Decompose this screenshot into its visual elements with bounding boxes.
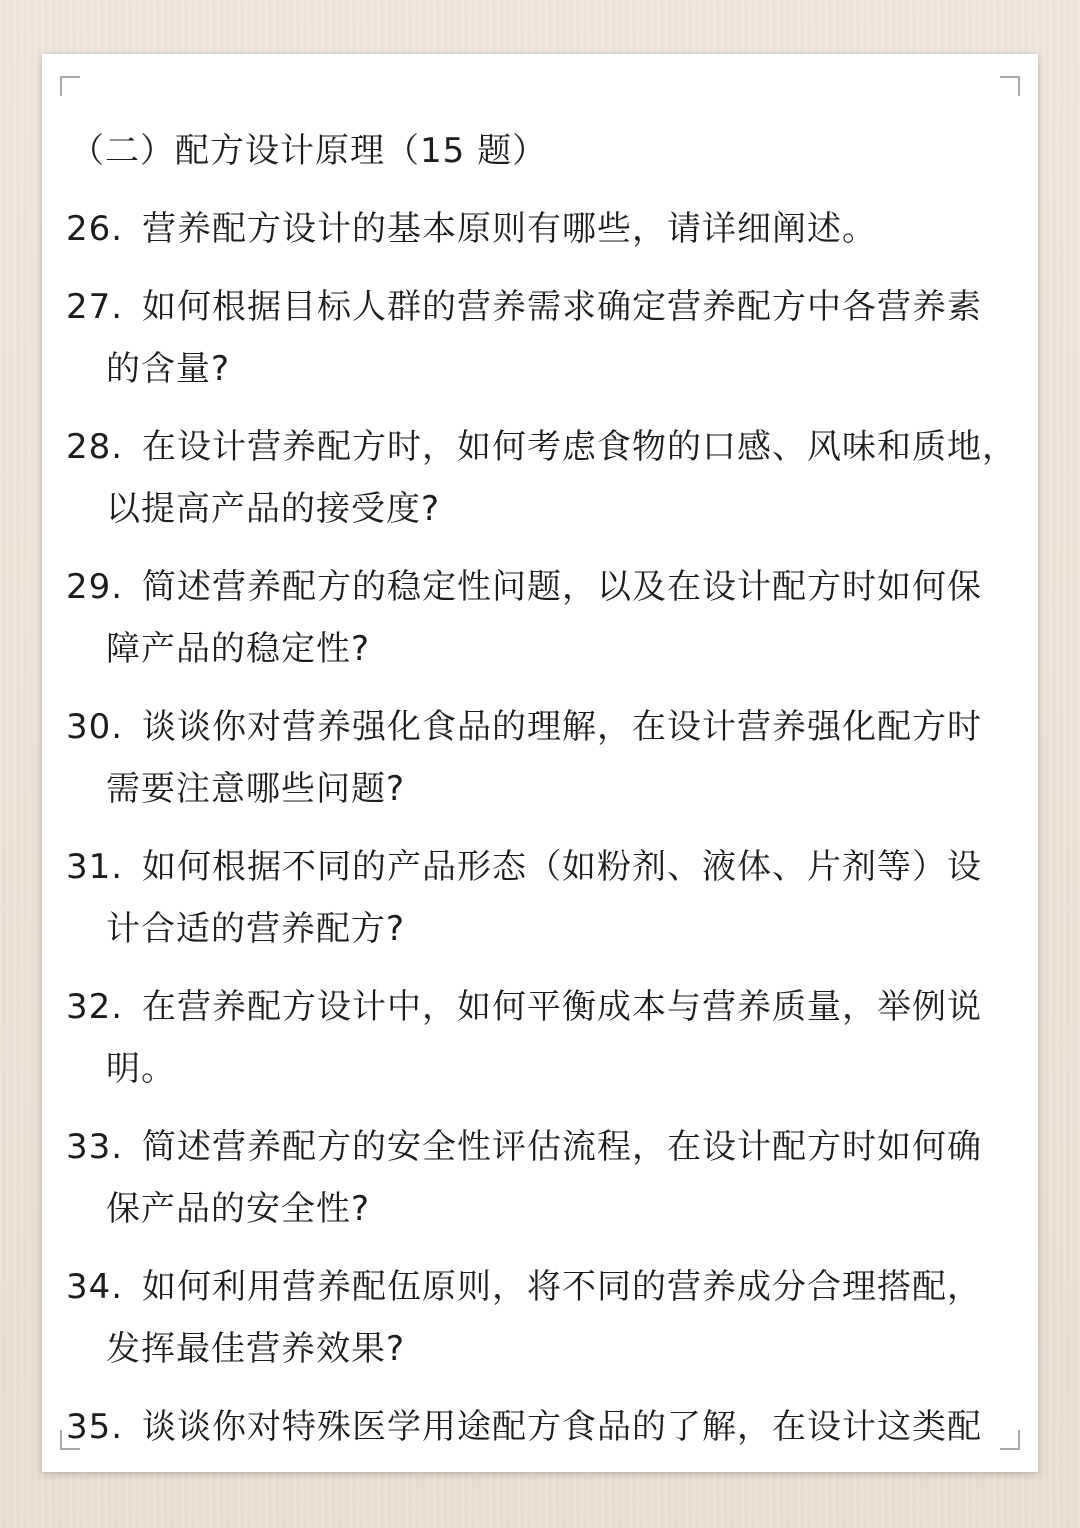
- question-line: [66, 1396, 1016, 1458]
- question-item: [66, 1116, 1016, 1240]
- question-item: [66, 836, 1016, 960]
- question-text: 谈谈你对特殊医学用途配方食品的了解，在设计这类配: [142, 1407, 982, 1447]
- question-number: 34.: [66, 1267, 124, 1307]
- question-line: [66, 276, 1016, 338]
- question-text: 如何利用营养配伍原则，将不同的营养成分合理搭配，: [142, 1267, 982, 1307]
- question-continuation: 障产品的稳定性?: [106, 629, 371, 669]
- question-text: 在设计营养配方时，如何考虑食物的口感、风味和质地，: [142, 427, 1017, 467]
- question-item: [66, 416, 1016, 540]
- question-continuation: 的含量?: [106, 349, 231, 389]
- document-page: [42, 54, 1038, 1472]
- question-text: 营养配方设计的基本原则有哪些，请详细阐述。: [142, 209, 877, 249]
- question-number: 27.: [66, 287, 124, 327]
- corner-mark-top-left: [60, 76, 80, 96]
- question-text: 简述营养配方的安全性评估流程，在设计配方时如何确: [142, 1127, 982, 1167]
- question-number: 33.: [66, 1127, 124, 1167]
- question-continuation: 明。: [106, 1049, 176, 1089]
- question-number: 28.: [66, 427, 124, 467]
- question-continuation: 计合适的营养配方?: [106, 909, 406, 949]
- corner-mark-top-right: [1000, 76, 1020, 96]
- section-title: （二）配方设计原理（15 题）: [70, 131, 548, 171]
- question-continuation: 以提高产品的接受度?: [106, 489, 441, 529]
- question-line: [66, 1256, 1016, 1318]
- question-continuation: 发挥最佳营养效果?: [106, 1329, 406, 1369]
- question-item: [66, 556, 1016, 680]
- question-number: 26.: [66, 209, 124, 249]
- question-line: [66, 1116, 1016, 1178]
- question-line: [66, 976, 1016, 1038]
- question-text: 简述营养配方的稳定性问题，以及在设计配方时如何保: [142, 567, 982, 607]
- question-number: 30.: [66, 707, 124, 747]
- question-item: [66, 696, 1016, 820]
- question-line: [66, 696, 1016, 758]
- question-item: [66, 976, 1016, 1100]
- question-line: [66, 836, 1016, 898]
- question-number: 29.: [66, 567, 124, 607]
- question-text: 在营养配方设计中，如何平衡成本与营养质量，举例说: [142, 987, 982, 1027]
- question-item: [66, 276, 1016, 400]
- question-line: [66, 198, 1016, 260]
- question-item: [66, 1256, 1016, 1380]
- question-continuation: 需要注意哪些问题?: [106, 769, 406, 809]
- question-item: [66, 1396, 1016, 1458]
- question-text: 如何根据不同的产品形态（如粉剂、液体、片剂等）设: [142, 847, 982, 887]
- question-continuation: 保产品的安全性?: [106, 1189, 371, 1229]
- question-text: 谈谈你对营养强化食品的理解，在设计营养强化配方时: [142, 707, 982, 747]
- question-number: 31.: [66, 847, 124, 887]
- question-text: 如何根据目标人群的营养需求确定营养配方中各营养素: [142, 287, 982, 327]
- question-number: 35.: [66, 1407, 124, 1447]
- question-line: [66, 416, 1016, 478]
- question-item: [66, 198, 1016, 260]
- question-line: [66, 556, 1016, 618]
- question-number: 32.: [66, 987, 124, 1027]
